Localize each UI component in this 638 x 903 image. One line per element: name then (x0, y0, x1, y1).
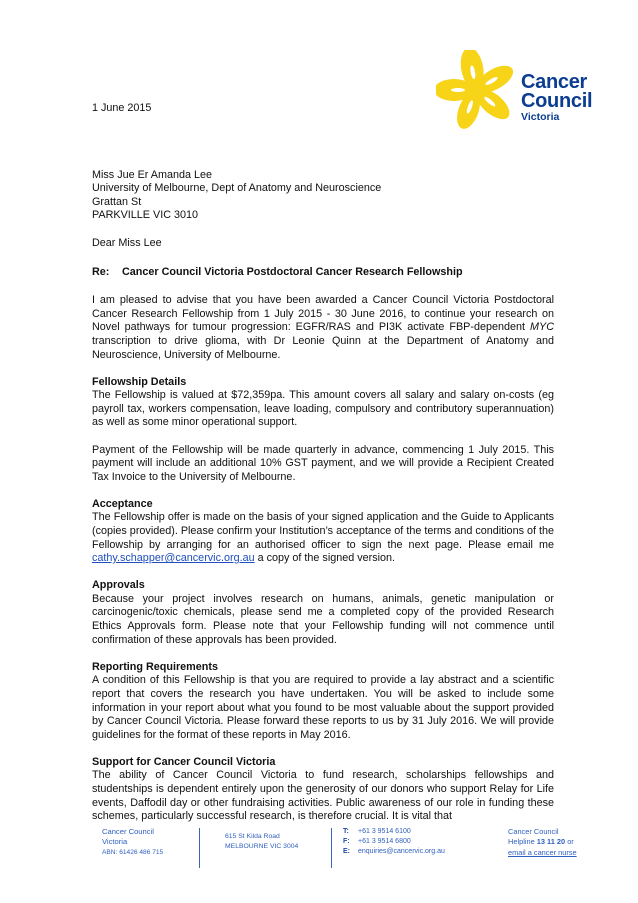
fax-value: +61 3 9514 6800 (358, 838, 411, 846)
acceptance-text: The Fellowship offer is made on the basis of your signed application and the Guide to Applicants (copies provided). Please confirm your Institution’s acceptance of the terms and conditions of the Fellowship by arranging for an authorised officer to sign the next page. Please email me (92, 511, 554, 551)
helpline-org: Cancer Council (508, 827, 559, 836)
intro-italic: MYC (530, 321, 554, 334)
salutation: Dear Miss Lee (92, 236, 162, 249)
footer-address-line: 615 St Kilda Road (225, 833, 280, 840)
phone-value: +61 3 9514 6100 (358, 828, 411, 835)
intro-paragraph (92, 294, 554, 362)
footer-org-line: Victoria (102, 837, 128, 846)
acceptance-section (92, 498, 554, 566)
intro-text: I am pleased to advise that you have been awarded a Cancer Council Victoria Postdoctoral Cancer Research Fellowship from 1 July 2015 - 30 June 2016, to continue your research on Novel pathways for tumour progression: EGFR/RAS and PI3K activate FBP-dependent (92, 294, 554, 334)
letter-body (92, 102, 554, 837)
recipient-line: University of Melbourne, Dept of Anatomy and Neuroscience (92, 182, 382, 195)
email-label: E: (343, 848, 350, 856)
recipient-line: Grattan St (92, 195, 142, 208)
logo-line-2: Council (521, 90, 593, 112)
subject-label: Re: (92, 265, 110, 278)
subject-text: Cancer Council Victoria Postdoctoral Cancer Research Fellowship (122, 265, 463, 278)
reporting-section (92, 661, 554, 743)
intro-text-end: transcription to drive glioma, with Dr Leonie Quinn at the Department of Anatomy and Neuroscience, University of Melbourne. (92, 334, 554, 361)
footer-divider (331, 828, 332, 868)
recipient-address (92, 169, 554, 223)
support-text: The ability of Cancer Council Victoria to fund research, scholarships fellowships and studentships is dependent entirely upon the generosity of our donors who support Relay for Life events, Daffodil day or other fundraising activities. Public awareness of our role in funding these schemes, particularly successful research, is therefore crucial. It is vital that (92, 769, 554, 823)
footer-phone (343, 827, 445, 837)
email-nurse-link[interactable]: email a cancer nurse (508, 847, 577, 857)
logo-line-1: Cancer (521, 71, 588, 93)
logo-line-3: Victoria (521, 111, 560, 123)
footer-contacts (343, 827, 445, 858)
helpline-number: 13 11 20 (536, 837, 566, 847)
footer-divider (199, 828, 200, 868)
footer-org (102, 827, 163, 858)
helpline-line (508, 837, 577, 847)
footer-address-line: MELBOURNE VIC 3004 (225, 842, 299, 850)
approvals-section (92, 579, 554, 647)
recipient-line: Miss Jue Er Amanda Lee (92, 168, 213, 181)
letter-date: 1 June 2015 (92, 102, 152, 114)
footer-abn: ABN: 61426 486 715 (102, 849, 164, 856)
subject-line (92, 266, 554, 280)
recipient-line: PARKVILLE VIC 3010 (92, 209, 199, 222)
footer-fax (343, 837, 445, 847)
helpline-prefix: Helpline (508, 837, 537, 847)
fax-label: F: (343, 838, 350, 846)
footer-address (225, 832, 298, 851)
acceptance-heading: Acceptance (92, 497, 153, 510)
fellowship-heading: Fellowship Details (92, 375, 187, 388)
fellowship-section (92, 376, 554, 430)
footer-org-line: Cancer Council (102, 827, 154, 836)
fellowship-text: The Fellowship is valued at $72,359pa. This amount covers all salary and salary on-costs (eg payroll tax, workers compensation, leave loading, compulsory and contributory superannuation) as well as some minor operational support. (92, 389, 554, 429)
reporting-text: A condition of this Fellowship is that you are required to provide a lay abstract and a scientific report that covers the research you have undertaken. You will be asked to include some information in your report about what you found to be most valuable about the support provided by Cancer Council Victoria. Please forward these reports to us by 31 July 2016. We will provide guidelines for the format of these reports in May 2016. (92, 674, 554, 741)
footer-email-link[interactable]: enquiries@cancervic.org.au (358, 848, 445, 856)
support-heading: Support for Cancer Council Victoria (92, 755, 276, 768)
reporting-heading: Reporting Requirements (92, 660, 218, 673)
approvals-heading: Approvals (92, 579, 145, 592)
letterhead-footer (0, 822, 638, 882)
acceptance-text-end: a copy of the signed version. (254, 552, 396, 565)
contact-email-link[interactable]: cathy.schapper@cancervic.org.au (92, 552, 255, 565)
footer-email (343, 847, 445, 857)
approvals-text: Because your project involves research on humans, animals, genetic manipulation or carcinogenic/toxic chemicals, please send me a completed copy of the provided Research Ethics Approvals form. Please note that your Fellowship funding will not commence until confirmation of these approvals has been provided. (92, 592, 554, 646)
payment-paragraph: Payment of the Fellowship will be made quarterly in advance, commencing 1 July 2015. This payment will include an additional 10% GST payment, and we will provide a Recipient Created Tax Invoice to the University of Melbourne. (92, 443, 554, 483)
footer-helpline (508, 827, 577, 858)
helpline-suffix: or (565, 837, 574, 847)
support-section (92, 756, 554, 824)
phone-label: T: (343, 828, 349, 835)
